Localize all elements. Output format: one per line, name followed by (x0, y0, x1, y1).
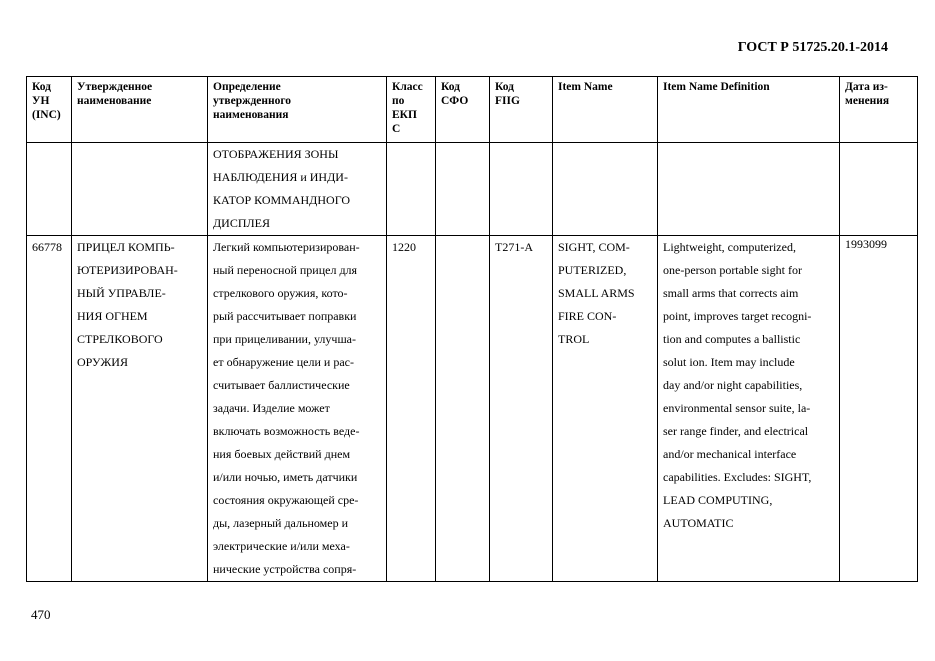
cell-date: 1993099 (840, 236, 918, 582)
text-line: (INC) (32, 109, 61, 121)
text-line: and/or mechanical interface (663, 447, 797, 461)
text-line: включать возможность веде- (213, 424, 360, 438)
header-item-name-definition (658, 77, 840, 143)
text-line: считывает баллистические (213, 378, 350, 392)
text-line: environmental sensor suite, la- (663, 401, 811, 415)
cell-date (840, 143, 918, 236)
text-line: ды, лазерный дальномер и (213, 516, 348, 530)
text-line: Item Name (558, 81, 613, 93)
text-line: утвержденного (213, 95, 292, 107)
page-number: 470 (31, 607, 51, 622)
text-line: и/или ночью, иметь датчики (213, 470, 358, 484)
text-line: НЫЙ УПРАВЛЕ- (77, 286, 166, 300)
cell-approved-name (72, 236, 208, 582)
header-approved-name (72, 77, 208, 143)
text-line: при прицеливании, улучша- (213, 332, 357, 346)
cell-item-name (553, 236, 658, 582)
text-line: наименование (77, 95, 152, 107)
cell-sfo (436, 236, 490, 582)
text-line: TROL (558, 332, 590, 346)
header-definition (208, 77, 387, 143)
cell-approved-name (72, 143, 208, 236)
text-line: состояния окружающей сре- (213, 493, 359, 507)
cell-class: 1220 (387, 236, 436, 582)
text-line: Код (441, 81, 461, 93)
text-line: FIRE CON- (558, 309, 617, 323)
text-line: Утвержденное (77, 81, 153, 93)
text-line: СФО (441, 95, 469, 107)
text-line: электрические и/или меха- (213, 539, 350, 553)
text-line: PUTERIZED, (558, 263, 627, 277)
header-row (27, 77, 918, 143)
text-line: tion and computes a ballistic (663, 332, 801, 346)
document-code: ГОСТ Р 51725.20.1-2014 (737, 40, 888, 55)
text-line: НАБЛЮДЕНИЯ и ИНДИ- (213, 170, 348, 184)
text-line: day and/or night capabilities, (663, 378, 803, 392)
text-line: С (392, 123, 401, 135)
text-line: НИЯ ОГНЕМ (77, 309, 148, 323)
text-line: Item Name Definition (663, 81, 770, 93)
text-line: ЕКП (392, 109, 417, 121)
cell-sfo (436, 143, 490, 236)
text-line: ПРИЦЕЛ КОМПЬ- (77, 240, 175, 254)
text-line: Дата из- (845, 81, 888, 93)
table-row-continuation (27, 143, 918, 236)
cell-class (387, 143, 436, 236)
text-line: стрелкового оружия, кото- (213, 286, 348, 300)
text-line: ОРУЖИЯ (77, 355, 128, 369)
header-class (387, 77, 436, 143)
text-line: наименования (213, 109, 289, 121)
text-line: нические устройства сопря- (213, 562, 357, 576)
text-line: СТРЕЛКОВОГО (77, 332, 163, 346)
header-date (840, 77, 918, 143)
header-item-name (553, 77, 658, 143)
cell-item-name-definition (658, 236, 840, 582)
text-line: УН (32, 95, 50, 107)
header-fiig (490, 77, 553, 143)
text-line: менения (845, 95, 890, 107)
text-line: Lightweight, computerized, (663, 240, 796, 254)
text-line: small arms that corrects aim (663, 286, 799, 300)
cell-definition (208, 236, 387, 582)
text-line: ЮТЕРИЗИРОВАН- (77, 263, 178, 277)
text-line: Код (495, 81, 515, 93)
header-sfo (436, 77, 490, 143)
text-line: ный переносной прицел для (213, 263, 358, 277)
cell-definition (208, 143, 387, 236)
text-line: one-person portable sight for (663, 263, 802, 277)
text-line: FIIG (495, 95, 520, 107)
text-line: по (392, 95, 405, 107)
text-line: ДИСПЛЕЯ (213, 216, 270, 230)
text-line: ет обнаружение цели и рас- (213, 355, 354, 369)
text-line: задачи. Изделие может (213, 401, 330, 415)
text-line: LEAD COMPUTING, (663, 493, 773, 507)
text-line: AUTOMATIC (663, 516, 734, 530)
text-line: ОТОБРАЖЕНИЯ ЗОНЫ (213, 147, 339, 161)
text-line: Класс (392, 81, 423, 93)
cell-item-name-definition (658, 143, 840, 236)
text-line: SIGHT, COM- (558, 240, 630, 254)
text-line: solut ion. Item may include (663, 355, 795, 369)
text-line: Легкий компьютеризирован- (213, 240, 360, 254)
text-line: Определение (213, 81, 281, 93)
text-line: КАТОР КОММАНДНОГО (213, 193, 350, 207)
cell-inc (27, 143, 72, 236)
catalog-table (26, 76, 918, 582)
table-row-66778 (27, 236, 918, 582)
text-line: SMALL ARMS (558, 286, 635, 300)
text-line: capabilities. Excludes: SIGHT, (663, 470, 812, 484)
text-line: Код (32, 81, 52, 93)
header-inc (27, 77, 72, 143)
text-line: ser range finder, and electrical (663, 424, 809, 438)
text-line: рый рассчитывает поправки (213, 309, 357, 323)
cell-fiig (490, 143, 553, 236)
text-line: ния боевых действий днем (213, 447, 351, 461)
cell-inc: 66778 (27, 236, 72, 582)
text-line: point, improves target recogni- (663, 309, 812, 323)
cell-item-name (553, 143, 658, 236)
cell-fiig: T271-A (490, 236, 553, 582)
